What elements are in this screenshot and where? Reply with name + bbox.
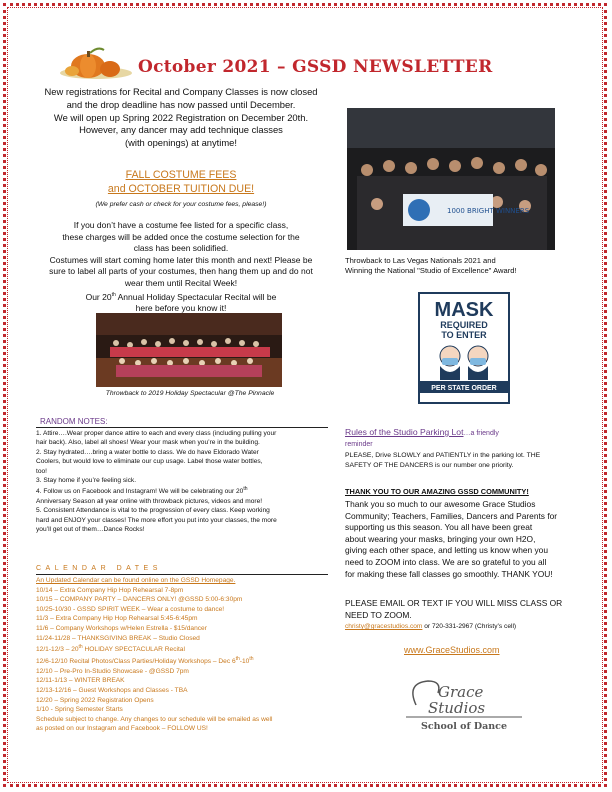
calendar-item: 10/14 – Extra Company Hip Hop Rehearsal 7-8pm bbox=[36, 586, 184, 594]
note-line: 1. Attire….Wear proper dance attire to each and every class (including pulling your bbox=[36, 430, 277, 437]
thanks-text bbox=[345, 499, 571, 580]
calendar-text: HOLIDAY SPECTACULAR Recital bbox=[82, 646, 185, 654]
body-line bbox=[26, 290, 336, 303]
fees-line-1: FALL COSTUME FEES bbox=[125, 169, 237, 181]
calendar-item: as posted on our Instagram and Facebook – FOLLOW US! bbox=[36, 725, 208, 733]
parking-title: Rules of the Studio Parking Lot bbox=[345, 427, 464, 437]
recital-photo-caption: Throwback to 2019 Holiday Spectacular @The Pinnacle bbox=[105, 390, 275, 397]
calendar-item: 10/25-10/30 - GSSD SPIRIT WEEK – Wear a costume to dance! bbox=[36, 605, 225, 613]
calendar-item bbox=[36, 643, 332, 655]
nationals-photo-caption bbox=[345, 256, 565, 276]
note-line: Anniversary Season all year online with throwback pictures, videos and more! bbox=[36, 498, 263, 506]
intro-line: We will open up Spring 2022 Registration on December 20th. bbox=[53, 111, 309, 123]
ordinal-suffix: th bbox=[243, 486, 248, 493]
intro-line: However, any dancer may add technique classes bbox=[79, 124, 283, 136]
thanks-line: giving each other space, and letting us know when you bbox=[345, 545, 548, 556]
email-link[interactable]: christy@gracestudios.com bbox=[345, 623, 423, 630]
calendar-item: Schedule subject to change. Any changes to our schedule will be emailed as well bbox=[36, 715, 273, 723]
logo-word-grace: Grace bbox=[438, 683, 484, 701]
ordinal-suffix: th bbox=[78, 644, 83, 651]
phone-text: or 720-331-2967 (Christy’s cell) bbox=[422, 623, 517, 630]
mask-sign-line: TO ENTER bbox=[441, 330, 487, 340]
random-notes-heading: RANDOM NOTES: bbox=[40, 417, 108, 426]
body-line: If you don’t have a costume fee listed for a specific class, bbox=[73, 220, 289, 230]
nationals-photo bbox=[347, 108, 555, 250]
body-text: Our 20 bbox=[85, 291, 112, 302]
website-link[interactable]: www.GraceStudios.com bbox=[404, 645, 500, 655]
mask-required-sign bbox=[418, 292, 510, 404]
ordinal-suffix: th bbox=[235, 655, 240, 662]
ordinal-suffix: th bbox=[249, 655, 254, 662]
calendar-item: 1/10 - Spring Semester Starts bbox=[36, 706, 123, 714]
thanks-line: for making these fall classes go smoothly. THANK YOU! bbox=[345, 568, 553, 579]
intro-line: (with openings) at anytime! bbox=[124, 137, 238, 149]
parking-heading bbox=[345, 427, 565, 450]
calendar-item: 11/6 – Company Workshops w/Helen Estrella - $15/dancer bbox=[36, 624, 207, 632]
calendar-link[interactable]: An Updated Calendar can be found online on the GSSD Homepage. bbox=[36, 577, 236, 584]
body-line: here before you know it! bbox=[135, 302, 227, 313]
note-line: too! bbox=[36, 467, 47, 475]
calendar-item bbox=[36, 655, 332, 667]
mask-sign-footer: PER STATE ORDER bbox=[431, 385, 497, 392]
banner-text: 1000 BRIGHT WINNERS bbox=[447, 207, 530, 215]
calendar-item: 11/24-11/28 – THANKSGIVING BREAK – Studio Closed bbox=[36, 634, 200, 642]
costume-text bbox=[26, 220, 336, 315]
calendar-item: 12/20 – Spring 2022 Registration Opens bbox=[36, 696, 154, 704]
logo-subtitle: School of Dance bbox=[420, 721, 508, 732]
note-line: hair back). Also, label all shoes! Wear your mask when you’re in the building. bbox=[36, 439, 260, 447]
body-line: sure to label all parts of your costumes, then hang them up and do not bbox=[49, 266, 313, 277]
calendar-text: -10 bbox=[239, 658, 250, 666]
random-notes-list bbox=[36, 429, 328, 535]
intro-line: and the drop deadline has now passed until December. bbox=[66, 98, 296, 110]
parking-line: SAFETY OF THE DANCERS is our number one priority. bbox=[345, 461, 514, 469]
body-line: these charges will be added once the costume selection for the bbox=[62, 231, 300, 242]
note-line: you’ll get out of them…Dance Rocks! bbox=[36, 526, 145, 534]
note-line: 5. Consistent Attendance is vital to the progression of every class. Keep working bbox=[36, 507, 270, 515]
notice-line: PLEASE EMAIL OR TEXT IF YOU WILL MISS CLASS OR bbox=[345, 598, 563, 608]
calendar-text: 12/1-12/3 – 20 bbox=[36, 646, 79, 654]
parking-suffix: reminder bbox=[345, 441, 373, 448]
body-text: Annual Holiday Spectacular Recital will be bbox=[115, 291, 277, 302]
caption-line: Winning the National "Studio of Excellence" Award! bbox=[345, 266, 517, 275]
fees-line-2: and OCTOBER TUITION DUE! bbox=[107, 183, 255, 195]
fees-note: (We prefer cash or check for your costume fees, please!) bbox=[95, 201, 267, 208]
newsletter-title: October 2021 – GSSD NEWSLETTER bbox=[138, 57, 493, 77]
thanks-heading: THANK YOU TO OUR AMAZING GSSD COMMUNITY! bbox=[345, 487, 529, 496]
body-line: class has been solidified. bbox=[133, 243, 229, 254]
notice-line: NEED TO ZOOM. bbox=[345, 609, 412, 620]
calendar-item: 12/13-12/16 – Guest Workshops and Classes - TBA bbox=[36, 686, 188, 694]
parking-suffix: …a friendly bbox=[463, 430, 499, 437]
body-line: Costumes will start coming home later this month and next! Please be bbox=[49, 254, 313, 265]
calendar-list bbox=[36, 576, 332, 734]
mask-sign-title: MASK bbox=[434, 299, 494, 321]
divider bbox=[36, 574, 328, 575]
thanks-line: supporting us this season. You all have been great bbox=[345, 522, 533, 533]
note-text: 4. Follow us on Facebook and Instagram! We will be celebrating our 20 bbox=[36, 488, 244, 496]
note-line bbox=[36, 485, 328, 497]
absence-notice bbox=[345, 598, 571, 621]
calendar-text: 12/6-12/10 Recital Photos/Class Parties/Holiday Workshops – Dec 6 bbox=[36, 658, 236, 666]
calendar-item: 11/3 – Extra Company Hip Hop Rehearsal 5:45-6:45pm bbox=[36, 615, 198, 623]
note-line: Coolers, but would love to eliminate our cup usage. Label those water bottles, bbox=[36, 458, 263, 466]
grace-studios-logo bbox=[398, 675, 530, 733]
parking-line: PLEASE, Drive SLOWLY and PATIENTLY in the parking lot. THE bbox=[345, 452, 541, 459]
logo-word-studios: Studios bbox=[428, 699, 486, 717]
note-line: 3. Stay home if you’re feeling sick. bbox=[36, 477, 137, 485]
body-line: wear them until Recital Week! bbox=[124, 277, 238, 288]
calendar-item: 12/10 – Pre-Pro In-Studio Showcase - @GSSD 7pm bbox=[36, 667, 189, 675]
mask-sign-line: REQUIRED bbox=[440, 320, 488, 330]
note-line: 2. Stay hydrated….bring a water bottle to class. We do have Eldorado Water bbox=[36, 448, 259, 456]
ordinal-suffix: th bbox=[111, 291, 116, 298]
calendar-item: 10/15 – COMPANY PARTY – DANCERS ONLY! @GSSD 5:00-6:30pm bbox=[36, 596, 243, 604]
contact-line bbox=[345, 623, 571, 630]
recital-photo bbox=[96, 313, 282, 387]
thanks-line: Thank you so much to our awesome Grace Studios bbox=[345, 499, 536, 509]
intro-line: New registrations for Recital and Company Classes is now closed bbox=[44, 86, 318, 97]
calendar-heading: CALENDAR DATES bbox=[36, 565, 162, 572]
thanks-line: Community; Teachers, Families, Dancers and Parents for bbox=[345, 510, 558, 521]
note-line: hard and ENJOY your classes! The more effort you put into your classes, the more bbox=[36, 516, 277, 524]
thanks-line: about wearing your masks, bringing your own H2O, bbox=[345, 533, 536, 544]
parking-text bbox=[345, 451, 567, 470]
thanks-line: need to ZOOM into class. We are so grateful to you all bbox=[345, 556, 547, 567]
pumpkin-illustration bbox=[58, 40, 134, 80]
intro-text bbox=[26, 86, 336, 150]
caption-line: Throwback to Las Vegas Nationals 2021 and bbox=[345, 256, 496, 265]
fees-heading bbox=[26, 168, 336, 196]
divider bbox=[36, 427, 328, 428]
calendar-item: 12/11-1/13 – WINTER BREAK bbox=[36, 677, 125, 685]
